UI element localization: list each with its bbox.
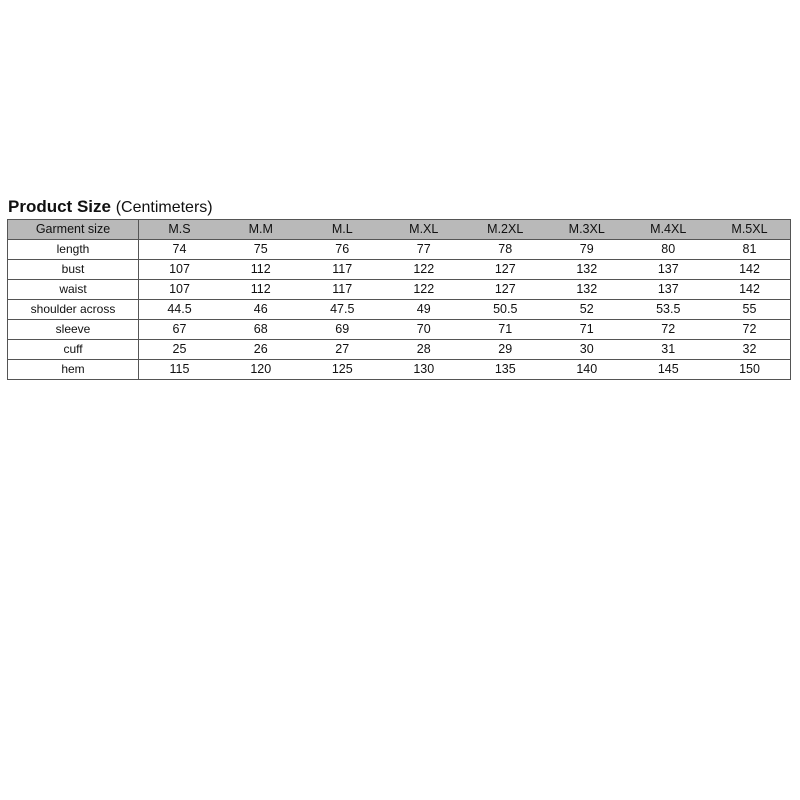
table-cell: 76 — [302, 240, 384, 260]
table-cell: 132 — [546, 280, 628, 300]
table-cell: 81 — [709, 240, 791, 260]
page-title — [8, 196, 213, 219]
table-cell: 74 — [139, 240, 221, 260]
table-cell: 31 — [628, 340, 710, 360]
table-cell: 77 — [383, 240, 465, 260]
row-label: waist — [8, 280, 139, 300]
table-cell: 72 — [628, 320, 710, 340]
row-label: hem — [8, 360, 139, 380]
table-cell: 67 — [139, 320, 221, 340]
table-cell: 44.5 — [139, 300, 221, 320]
table-cell: 46 — [220, 300, 302, 320]
table-cell: 53.5 — [628, 300, 710, 320]
table-cell: 137 — [628, 280, 710, 300]
table-cell: 150 — [709, 360, 791, 380]
table-cell: 122 — [383, 280, 465, 300]
table-cell: 127 — [465, 280, 547, 300]
title-unit: (Centimeters) — [115, 199, 213, 216]
table-cell: 70 — [383, 320, 465, 340]
table-cell: 28 — [383, 340, 465, 360]
title-main: Product Size — [8, 197, 111, 216]
table-cell: 30 — [546, 340, 628, 360]
header-size: M.2XL — [465, 220, 547, 240]
table-cell: 145 — [628, 360, 710, 380]
table-cell: 120 — [220, 360, 302, 380]
header-size: M.5XL — [709, 220, 791, 240]
table-cell: 71 — [546, 320, 628, 340]
table-cell: 69 — [302, 320, 384, 340]
row-label: cuff — [8, 340, 139, 360]
table-cell: 78 — [465, 240, 547, 260]
table-cell: 107 — [139, 280, 221, 300]
row-label: shoulder across — [8, 300, 139, 320]
table-cell: 47.5 — [302, 300, 384, 320]
table-row — [8, 360, 791, 380]
table-cell: 75 — [220, 240, 302, 260]
table-cell: 125 — [302, 360, 384, 380]
table-cell: 117 — [302, 280, 384, 300]
header-garment-size: Garment size — [8, 220, 139, 240]
table-cell: 72 — [709, 320, 791, 340]
table-row — [8, 240, 791, 260]
table-cell: 79 — [546, 240, 628, 260]
table-cell: 117 — [302, 260, 384, 280]
table-cell: 135 — [465, 360, 547, 380]
table-cell: 52 — [546, 300, 628, 320]
table-cell: 112 — [220, 280, 302, 300]
table-cell: 71 — [465, 320, 547, 340]
table-row — [8, 300, 791, 320]
table-cell: 112 — [220, 260, 302, 280]
table-cell: 49 — [383, 300, 465, 320]
table-cell: 26 — [220, 340, 302, 360]
table-cell: 132 — [546, 260, 628, 280]
table-cell: 32 — [709, 340, 791, 360]
header-size: M.3XL — [546, 220, 628, 240]
row-label: sleeve — [8, 320, 139, 340]
header-size: M.M — [220, 220, 302, 240]
table-row — [8, 340, 791, 360]
table-cell: 142 — [709, 260, 791, 280]
table-cell: 137 — [628, 260, 710, 280]
header-size: M.4XL — [628, 220, 710, 240]
row-label: bust — [8, 260, 139, 280]
table-cell: 127 — [465, 260, 547, 280]
table-cell: 130 — [383, 360, 465, 380]
header-size: M.S — [139, 220, 221, 240]
table-cell: 50.5 — [465, 300, 547, 320]
header-row — [8, 220, 791, 240]
table-cell: 107 — [139, 260, 221, 280]
table-cell: 140 — [546, 360, 628, 380]
table-cell: 80 — [628, 240, 710, 260]
header-size: M.L — [302, 220, 384, 240]
table-cell: 142 — [709, 280, 791, 300]
table-cell: 25 — [139, 340, 221, 360]
size-table — [7, 219, 791, 380]
table-cell: 29 — [465, 340, 547, 360]
table-row — [8, 320, 791, 340]
header-size: M.XL — [383, 220, 465, 240]
table-row — [8, 280, 791, 300]
table-cell: 115 — [139, 360, 221, 380]
table-cell: 122 — [383, 260, 465, 280]
table-cell: 55 — [709, 300, 791, 320]
table-cell: 68 — [220, 320, 302, 340]
row-label: length — [8, 240, 139, 260]
table-row — [8, 260, 791, 280]
table-cell: 27 — [302, 340, 384, 360]
